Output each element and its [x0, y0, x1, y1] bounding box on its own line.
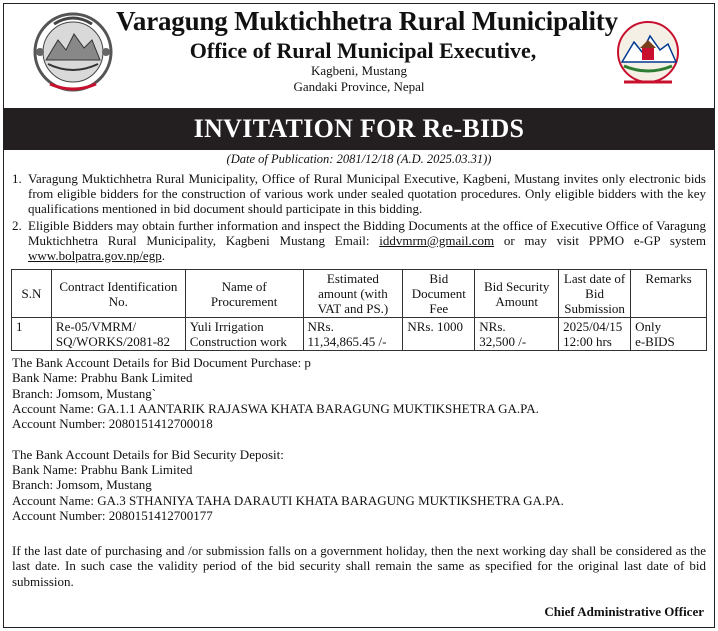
address-line-2: Gandaki Province, Nepal [293, 79, 425, 94]
point-2 [12, 218, 706, 264]
bank-security-name: Bank Name: Prabhu Bank Limited [12, 462, 193, 478]
bank-security-account-number: Account Number: 2080151412700177 [12, 507, 213, 523]
cell-line: 2025/04/15 [563, 319, 623, 334]
cell-line: Re-05/VMRM/ [55, 319, 137, 334]
bank-purchase-account-name: Account Name: GA.1.1 AANTARIK RAJASWA KHATA BARAGUNG MUKTIKSHETRA GA.PA. [12, 400, 539, 416]
col-header-sn: S.N [12, 270, 52, 318]
col-header-fee: Bid Document Fee [403, 270, 475, 318]
cell-fee: NRs. 1000 [403, 318, 475, 351]
cell-last-date [559, 318, 631, 351]
col-header-security: Bid Security Amount [475, 270, 559, 318]
address-line-1: Kagbeni, Mustang [310, 63, 408, 78]
egp-website-link[interactable]: www.bolpatra.gov.np/egp [28, 248, 162, 264]
cell-line: NRs. [307, 319, 334, 334]
cell-line: Yuli Irrigation [189, 319, 264, 334]
cell-line: e-BIDS [635, 334, 675, 349]
bank-purchase-branch: Branch: Jomsom, Mustang` [12, 385, 157, 401]
table-header-row [12, 270, 707, 318]
office-title: Office of Rural Municipal Executive, [189, 38, 537, 63]
point-text-part: . [161, 248, 165, 264]
bank-security-heading: The Bank Account Details for Bid Security Deposit: [12, 446, 284, 462]
bank-purchase-name: Bank Name: Prabhu Bank Limited [12, 370, 193, 386]
col-header-contract: Contract Identification No. [51, 270, 185, 318]
bank-purchase-heading: The Bank Account Details for Bid Document Purchase: p [12, 355, 311, 370]
cell-contract [51, 318, 185, 351]
cell-line: Construction work [189, 334, 287, 349]
signature-title: Chief Administrative Officer [544, 604, 704, 619]
municipality-title: Varagung Muktichhetra Rural Municipality [116, 6, 618, 36]
col-header-last-date: Last date of Bid Submission [559, 270, 631, 318]
holiday-note: If the last date of purchasing and /or submission falls on a government holiday, then the next working day shall be considered as the last date. In such case the validity period of the bid security shall remain the same as specified for the original last date of bid submission. [12, 543, 706, 589]
letterhead [0, 0, 718, 108]
cell-line: 32,500 /- [479, 334, 527, 349]
table-row [12, 318, 707, 351]
email-link[interactable]: iddvmrm@gmail.com [379, 232, 495, 248]
point-number: 2. [12, 217, 22, 233]
bank-purchase-account-number: Account Number: 2080151412700018 [12, 416, 213, 432]
bank-security-account-name: Account Name: GA.3 STHANIYA TAHA DARAUTI KHATA BARAGUNG MUKTIKSHETRA GA.PA. [12, 492, 564, 508]
col-header-amount: Estimated amount (with VAT and PS.) [303, 270, 403, 318]
instruction-points [12, 171, 706, 264]
invitation-banner: INVITATION FOR Re-BIDS [4, 108, 714, 150]
cell-line: 11,34,865.45 /- [307, 334, 387, 349]
bid-table [11, 269, 707, 351]
cell-remarks [631, 318, 707, 351]
point-text: Varagung Muktichhetra Rural Municipality, Office of Rural Municipal Executive, Kagbeni, Mustang invites only electronic bids from eligible bidders for the construction of various work under sealed quotation procedures. Only eligible bidders with the key qualifications mentioned in bid document should participate in this bidding. [28, 171, 706, 217]
spacer [12, 431, 706, 446]
point-1 [12, 171, 706, 217]
publication-date: (Date of Publication: 2081/12/18 (A.D. 2025.03.31)) [226, 152, 492, 166]
municipality-logo-icon [600, 18, 696, 90]
cell-security [475, 318, 559, 351]
cell-line: Only [635, 319, 662, 334]
cell-amount [303, 318, 403, 351]
cell-line: SQ/WORKS/2081-82 [55, 334, 171, 349]
point-number: 1. [12, 171, 22, 186]
cell-line: NRs. [479, 319, 506, 334]
point-text [28, 218, 706, 264]
col-header-name: Name of Procurement [185, 270, 303, 318]
cell-line: 12:00 hrs [563, 334, 612, 349]
bank-security-branch: Branch: Jomsom, Mustang [12, 477, 152, 493]
cell-sn: 1 [12, 318, 52, 351]
cell-name [185, 318, 303, 351]
point-text-part: Eligible Bidders may obtain further information and inspect the Bidding Documents at the office of Executive Office of Varagung Muktichhetra Rural Municipality, Kagbeni Mustang Email: [28, 217, 706, 248]
point-text-part: or may visit PPMO e-GP system [494, 232, 706, 248]
col-header-remarks: Remarks [631, 270, 707, 318]
bank-details [12, 355, 706, 523]
